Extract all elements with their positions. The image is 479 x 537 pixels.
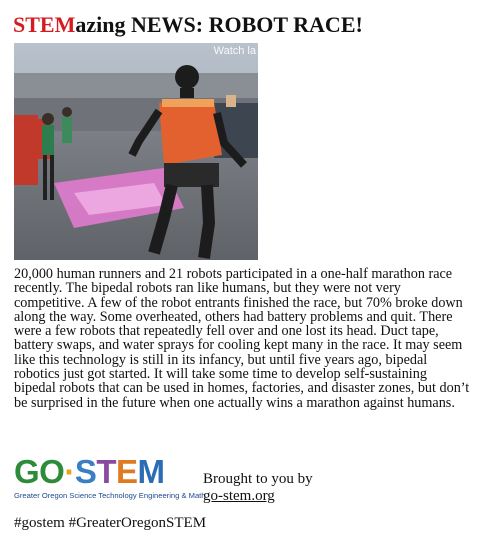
logo-letter: S — [74, 453, 97, 490]
logo-letter: G — [14, 453, 40, 490]
watch-later-label[interactable]: Watch la — [213, 45, 256, 57]
logo-letter: O — [39, 453, 65, 490]
go-stem-logo-wordmark — [14, 455, 190, 489]
logo-letter: E — [116, 453, 138, 490]
credit-text: Brought to you by — [203, 471, 313, 487]
go-stem-link[interactable]: go-stem.org — [203, 488, 275, 504]
title-rest: azing NEWS: ROBOT RACE! — [75, 12, 363, 37]
page-title — [13, 12, 363, 38]
credit-block — [203, 471, 313, 505]
logo-letter: M — [137, 453, 165, 490]
robot-race-photo — [14, 43, 258, 260]
logo-letter: · — [64, 453, 75, 490]
article-body: 20,000 human runners and 21 robots participated in a one-half marathon race recently. The bipedal robots ran like humans, but they were not very competitive. A few of the robot entrants finished the race, but 70% broke down along the way. Some overheated, others had battery problems and quit. There were a few robots that repeatedly fell over and one lost its head. Duct tape, battery swaps, and water sprays for cooling kept many in the race. It may seem like this technology is still in its infancy, but until five years ago, bipedal robotics just got started. It will take some time to develop self-sustaining bipedal robots that can be used in homes, factories, and disaster zones, but don’t be surprised in the future when one actually wins a marathon against humans. — [14, 266, 470, 411]
go-stem-logo-subtitle: Greater Oregon Science Technology Engineering & Math — [14, 491, 206, 500]
go-stem-logo — [14, 453, 206, 503]
hashtags: #gostem #GreaterOregonSTEM — [14, 515, 207, 531]
photo-illustration — [14, 43, 258, 260]
logo-letter: T — [96, 453, 117, 490]
title-accent: STEM — [13, 12, 76, 37]
